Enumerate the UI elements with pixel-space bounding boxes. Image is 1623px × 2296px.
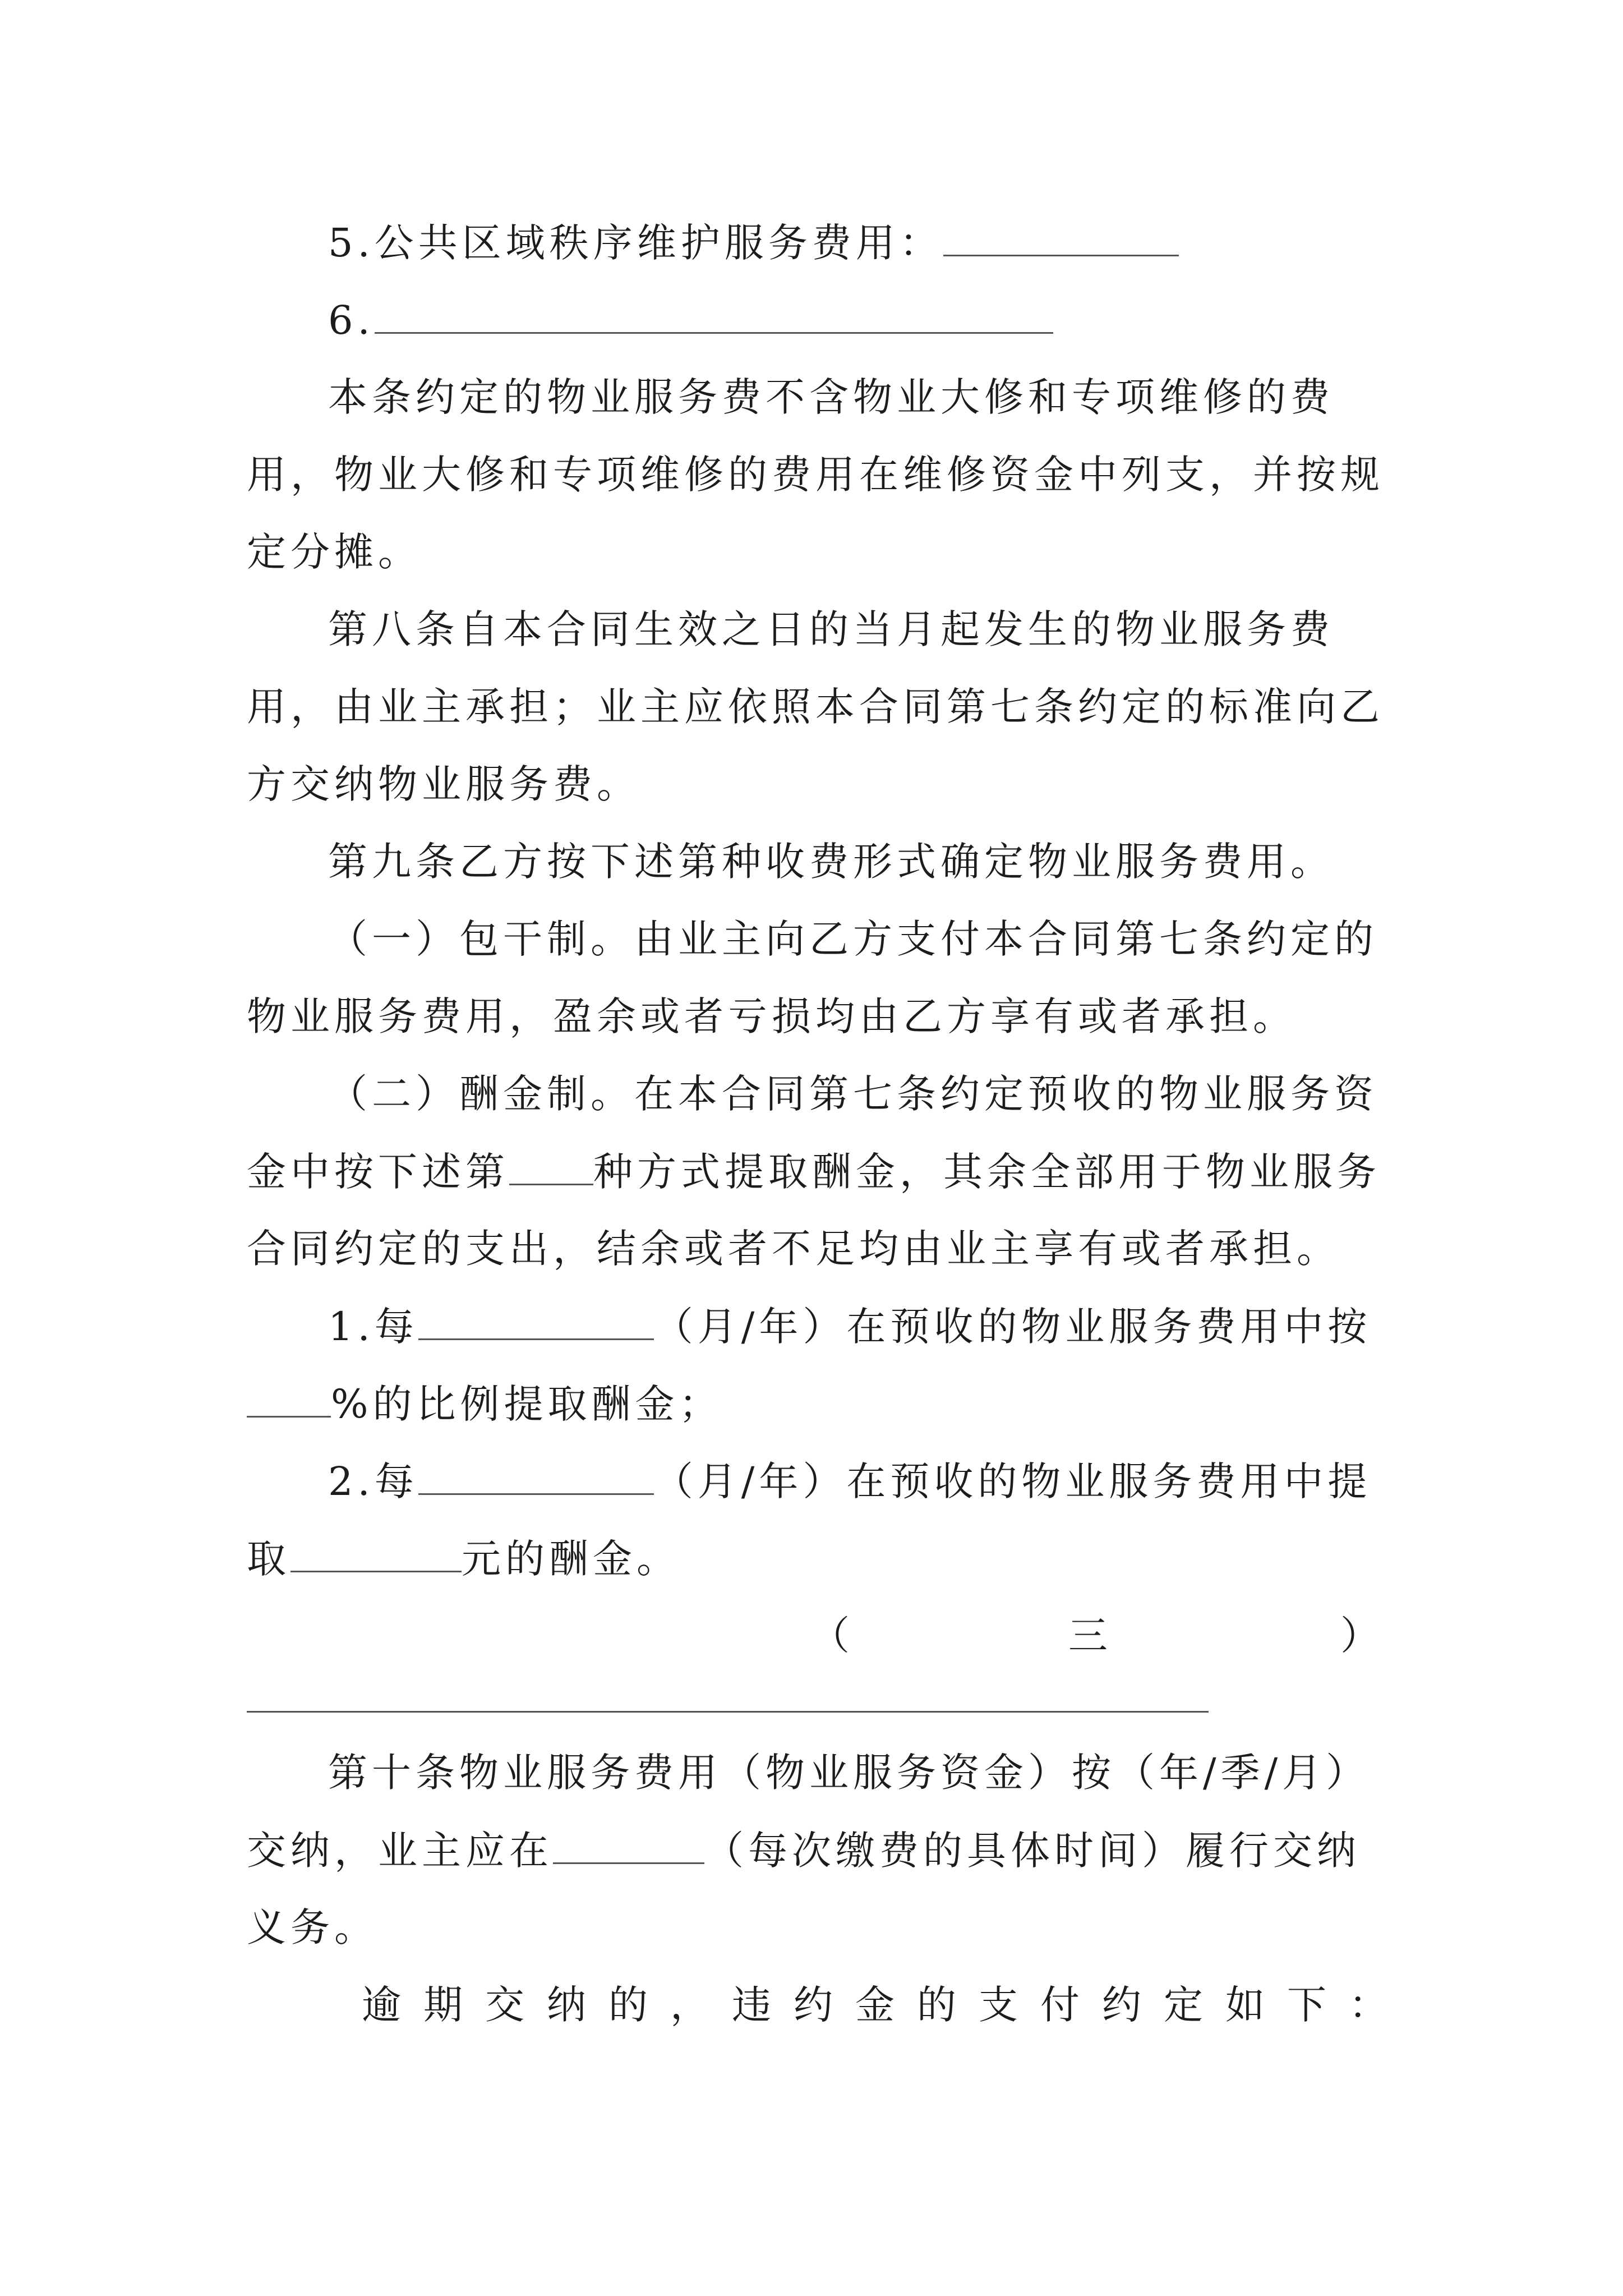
text-run: （每次缴费的具体时间）履行交纳 bbox=[704, 1828, 1361, 1874]
paragraph-line: 合同约定的支出，结余或者不足均由业主享有或者承担。 bbox=[247, 1226, 1340, 1272]
paragraph-line bbox=[328, 1304, 1371, 1349]
blank-field bbox=[943, 220, 1179, 256]
blank-field bbox=[553, 1828, 704, 1864]
item-5-text: 5.公共区域秩序维护服务费用： bbox=[328, 220, 943, 266]
paragraph-line: 物业服务费用，盈余或者亏损均由乙方享有或者承担。 bbox=[247, 993, 1297, 1039]
blank-field bbox=[509, 1149, 593, 1185]
section-divider-line bbox=[247, 1711, 1209, 1713]
blank-field bbox=[247, 1381, 331, 1418]
paragraph-line bbox=[328, 1458, 1371, 1504]
section-number: 三 bbox=[1068, 1613, 1112, 1659]
paragraph-line: （一）包干制。由业主向乙方支付本合同第七条约定的 bbox=[328, 916, 1378, 962]
paragraph-line bbox=[247, 1536, 680, 1581]
section-open-paren: （ bbox=[810, 1613, 854, 1659]
text-run: 元的酬金。 bbox=[462, 1536, 680, 1582]
paragraph-line: 第九条乙方按下述第种收费形式确定物业服务费用。 bbox=[328, 839, 1334, 885]
blank-field bbox=[291, 1536, 462, 1572]
text-run: 2.每 bbox=[328, 1458, 418, 1504]
blank-field bbox=[418, 1304, 654, 1340]
text-run: （月/年）在预收的物业服务费用中提 bbox=[653, 1458, 1372, 1504]
text-run: 1.每 bbox=[328, 1304, 418, 1350]
paragraph-line bbox=[247, 1828, 1361, 1873]
section-close-paren: ） bbox=[1340, 1613, 1384, 1659]
paragraph-line: 第八条自本合同生效之日的当月起发生的物业服务费 bbox=[328, 606, 1334, 652]
text-run: 取 bbox=[247, 1536, 291, 1582]
item-6-line bbox=[328, 297, 1053, 343]
paragraph-line: 义务。 bbox=[247, 1904, 378, 1950]
blank-field bbox=[375, 297, 1053, 334]
paragraph-line: 定分摊。 bbox=[247, 529, 422, 575]
text-run: %的比例提取酬金； bbox=[331, 1381, 723, 1427]
text-run: 金中按下述第 bbox=[247, 1149, 509, 1195]
paragraph-line bbox=[247, 1149, 1381, 1194]
paragraph-line: 本条约定的物业服务费不含物业大修和专项维修的费 bbox=[328, 374, 1334, 420]
paragraph-line: 用，物业大修和专项维修的费用在维修资金中列支，并按规 bbox=[247, 452, 1384, 498]
item-6-text: 6. bbox=[328, 297, 375, 343]
paragraph-line: 方交纳物业服务费。 bbox=[247, 761, 640, 807]
item-5-line bbox=[328, 220, 1179, 265]
paragraph-line: 逾期交纳的，违约金的支付约定如下： bbox=[362, 1982, 1410, 2028]
paragraph-line: 用，由业主承担；业主应依照本合同第七条约定的标准向乙 bbox=[247, 684, 1384, 730]
paragraph-line: 第十条物业服务费用（物业服务资金）按（年/季/月） bbox=[328, 1750, 1370, 1796]
paragraph-line bbox=[247, 1381, 723, 1427]
text-run: （月/年）在预收的物业服务费用中按 bbox=[653, 1304, 1372, 1350]
text-run: 种方式提取酬金，其余全部用于物业服务 bbox=[593, 1149, 1381, 1195]
blank-field bbox=[418, 1458, 654, 1495]
text-run: 交纳，业主应在 bbox=[247, 1828, 553, 1874]
paragraph-line: （二）酬金制。在本合同第七条约定预收的物业服务资 bbox=[328, 1071, 1378, 1117]
